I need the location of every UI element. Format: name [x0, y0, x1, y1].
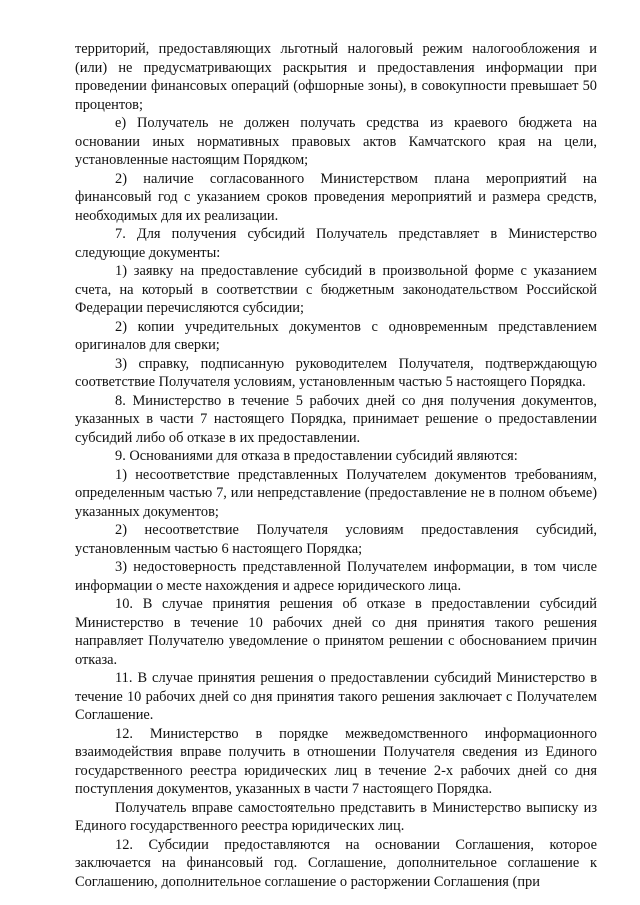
paragraph-recipient-extract: Получатель вправе самостоятельно представить в Министерство выписку из Единого государственного реестра юридических лиц. [75, 799, 597, 834]
paragraph-section-7-item-3: 3) справку, подписанную руководителем Получателя, подтверждающую соответствие Получателя условиям, установленным частью 5 настоящего Порядка. [75, 355, 597, 390]
paragraph-section-9: 9. Основаниями для отказа в предоставлении субсидий являются: [115, 448, 518, 464]
paragraph-section-7: 7. Для получения субсидий Получатель представляет в Министерство следующие документы: [75, 226, 597, 261]
paragraph-section-7-item-2: 2) копии учредительных документов с одновременным представлением оригиналов для сверки; [75, 318, 597, 353]
paragraph-condition-e: е) Получатель не должен получать средства из краевого бюджета на основании иных нормативных правовых актов Камчатского края на цели, установленные настоящим Порядком; [75, 115, 597, 168]
paragraph-section-8: 8. Министерство в течение 5 рабочих дней со дня получения документов, указанных в части 7 настоящего Порядка, принимает решение о предоставлении субсидий либо об отказе в их предоставлении. [75, 392, 597, 446]
paragraph-section-12-agreement: 12. Субсидии предоставляются на основании Соглашения, которое заключается на финансовый год. Соглашение, дополнительное соглашение к Соглашению, дополнительное соглашение о расторжении Соглашения (при [75, 836, 597, 890]
paragraph-section-7-item-1: 1) заявку на предоставление субсидий в произвольной форме с указанием счета, на который в соответствии с бюджетным законодательством Российской Федерации перечисляются субсидии; [75, 263, 597, 316]
paragraph-section-9-item-2: 2) несоответствие Получателя условиям предоставления субсидий, установленным частью 6 настоящего Порядка; [75, 522, 597, 557]
document-page [75, 40, 597, 891]
paragraph-section-9-item-1: 1) несоответствие представленных Получателем документов требованиям, определенным частью 7, или непредставление (предоставление не в полном объеме) указанных документов; [75, 466, 597, 520]
paragraph-condition-2: 2) наличие согласованного Министерством плана мероприятий на финансовый год с указанием сроков проведения мероприятий и размера средств, необходимых для их реализации. [75, 170, 597, 224]
paragraph-section-12-interagency: 12. Министерство в порядке межведомственного информационного взаимодействия вправе получить в отношении Получателя сведения из Единого государственного реестра юридических лиц в течение 2-х рабочих дней со дня поступления документов, указанных в части 7 настоящего Порядка. [75, 725, 597, 797]
paragraph-section-11: 11. В случае принятия решения о предоставлении субсидий Министерство в течение 10 рабочих дней со дня принятия такого решения заключает с Получателем Соглашение. [75, 670, 597, 723]
paragraph-section-10: 10. В случае принятия решения об отказе в предоставлении субсидий Министерство в течение 10 рабочих дней со дня принятия такого решения направляет Получателю уведомление о принятом решении с обоснованием причин отказа. [75, 596, 597, 668]
paragraph-section-9-item-3: 3) недостоверность представленной Получателем информации, в том числе информации о месте нахождения и адресе юридического лица. [75, 559, 597, 594]
paragraph-offshore-continuation: территорий, предоставляющих льготный налоговый режим налогообложения и (или) не предусматривающих раскрытия и предоставления информации при проведении финансовых операций (офшорные зоны), в совокупности превышает 50 процентов; [75, 41, 597, 113]
